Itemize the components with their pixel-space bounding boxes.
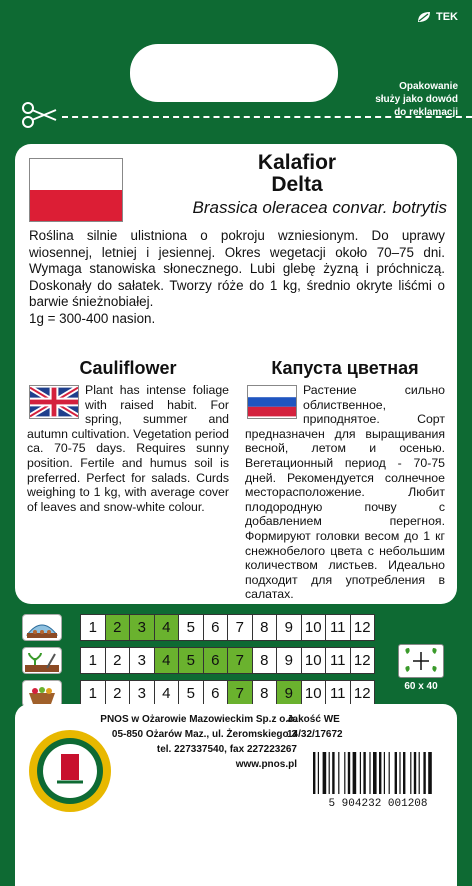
month-cell: 1 bbox=[80, 680, 106, 707]
title-block bbox=[147, 152, 447, 218]
month-cell: 5 bbox=[178, 680, 204, 707]
month-cell: 2 bbox=[105, 647, 131, 674]
english-description: Plant has intense foliage with raised habit. For spring, summer and autumn cultivation. Vegetation period ca. 70-75 days. Requires sunny position. Fertile and humus soil is preferred. Perfect for salads. Curds weighing to 1 kg, with average cover of leaves and snow-white colour. bbox=[27, 383, 229, 514]
month-cell: 8 bbox=[252, 647, 278, 674]
month-cell: 9 bbox=[276, 647, 302, 674]
calendar-row-planting bbox=[22, 645, 374, 676]
uk-flag-icon bbox=[29, 385, 79, 419]
month-cell: 11 bbox=[325, 680, 351, 707]
polish-description: Roślina silnie ulistniona o pokroju wzniesionym. Do uprawy wiosennej, letniej i jesiennej. Okres wegetacji około 70–75 dni. Wymaga stanowiska słonecznego. Lubi glebę żyzną i próchniczą. Doskonały do sałatek. Tworzy róże do 1 kg, średnio okryte liśćmi o barwie śnieżnobiałej. 1g = 300-400 nasion. bbox=[29, 228, 445, 326]
field-planting-icon bbox=[22, 647, 62, 674]
russian-section bbox=[245, 358, 445, 602]
quality-info bbox=[287, 712, 447, 742]
month-cell: 7 bbox=[227, 614, 253, 641]
polish-flag bbox=[29, 158, 123, 222]
window-slot bbox=[130, 44, 338, 102]
latin-name: Brassica oleracea convar. botrytis bbox=[192, 198, 447, 217]
month-cell: 5 bbox=[178, 647, 204, 674]
month-cell: 11 bbox=[325, 614, 351, 641]
month-cell: 5 bbox=[178, 614, 204, 641]
month-cell: 3 bbox=[129, 614, 155, 641]
sowing-calendar bbox=[22, 612, 374, 711]
russian-flag-icon bbox=[247, 385, 297, 419]
lot-number: 14/32/17672 bbox=[287, 729, 343, 740]
spacing-value: 60 x 40 bbox=[404, 681, 438, 692]
month-cell: 1 bbox=[80, 614, 106, 641]
producer-company: PNOS w Ożarowie Mazowieckim Sp.z o.o. bbox=[100, 714, 297, 725]
month-cell: 4 bbox=[154, 647, 180, 674]
english-title: Cauliflower bbox=[79, 358, 177, 378]
variety-name: Delta bbox=[271, 173, 323, 196]
tek-logo bbox=[416, 10, 458, 24]
month-cell: 6 bbox=[203, 680, 229, 707]
producer-address: 05-850 Ożarów Maz., ul. Żeromskiego 3 bbox=[111, 729, 297, 740]
month-cell: 9 bbox=[276, 680, 302, 707]
month-cell: 7 bbox=[227, 680, 253, 707]
month-cell: 10 bbox=[301, 614, 327, 641]
month-cell: 8 bbox=[252, 680, 278, 707]
harvest-basket-icon bbox=[22, 680, 62, 707]
leaf-icon bbox=[416, 10, 432, 24]
month-cell: 7 bbox=[227, 647, 253, 674]
month-cell: 6 bbox=[203, 614, 229, 641]
month-cell: 8 bbox=[252, 614, 278, 641]
month-cell: 12 bbox=[350, 614, 376, 641]
month-cell: 10 bbox=[301, 680, 327, 707]
greenhouse-sowing-icon bbox=[22, 614, 62, 641]
producer-info bbox=[67, 712, 297, 772]
month-cell: 9 bbox=[276, 614, 302, 641]
russian-title: Капуста цветная bbox=[271, 358, 419, 378]
month-cell: 10 bbox=[301, 647, 327, 674]
producer-phone: tel. 227337540, fax 227223267 bbox=[156, 744, 297, 755]
month-cell: 2 bbox=[105, 614, 131, 641]
barcode bbox=[309, 750, 447, 808]
calendar-row-greenhouse bbox=[22, 612, 374, 643]
receipt-note: Opakowanie służy jako dowód do reklamacji bbox=[375, 81, 458, 118]
month-cell: 11 bbox=[325, 647, 351, 674]
russian-description: Растение сильно облиственное, приподнятое. Сорт предназначен для выращивания весной, летом и осенью. Вегетационный период - 70-75 дней. Рекомендуется солнечное месторасположение. Любит плодородную почву с добавлением перегноя. Формируют головки весом до 1 кг снежнобелого цвета с небольшим количеством листьев. Идеально подходит для употребления в салатах. bbox=[245, 383, 445, 602]
producer-web: www.pnos.pl bbox=[235, 759, 297, 770]
month-cell: 4 bbox=[154, 614, 180, 641]
month-cell: 3 bbox=[129, 647, 155, 674]
month-cell: 6 bbox=[203, 647, 229, 674]
english-section bbox=[27, 358, 229, 514]
producer-panel bbox=[15, 704, 457, 886]
month-cell: 3 bbox=[129, 680, 155, 707]
description-card bbox=[15, 144, 457, 604]
scissors-icon bbox=[20, 100, 60, 130]
barcode-digits: 5 904232 001208 bbox=[328, 798, 428, 808]
quality-label: Jakość WE bbox=[287, 714, 340, 725]
tek-label: TEK bbox=[436, 11, 458, 23]
month-cell: 12 bbox=[350, 647, 376, 674]
month-cell: 2 bbox=[105, 680, 131, 707]
seed-count: 1g = 300-400 nasion. bbox=[29, 310, 156, 326]
plant-spacing-icon bbox=[398, 644, 444, 678]
month-cell: 1 bbox=[80, 647, 106, 674]
month-cell: 4 bbox=[154, 680, 180, 707]
product-title: Kalafior bbox=[257, 151, 337, 174]
plant-spacing bbox=[398, 644, 444, 692]
month-cell: 12 bbox=[350, 680, 376, 707]
